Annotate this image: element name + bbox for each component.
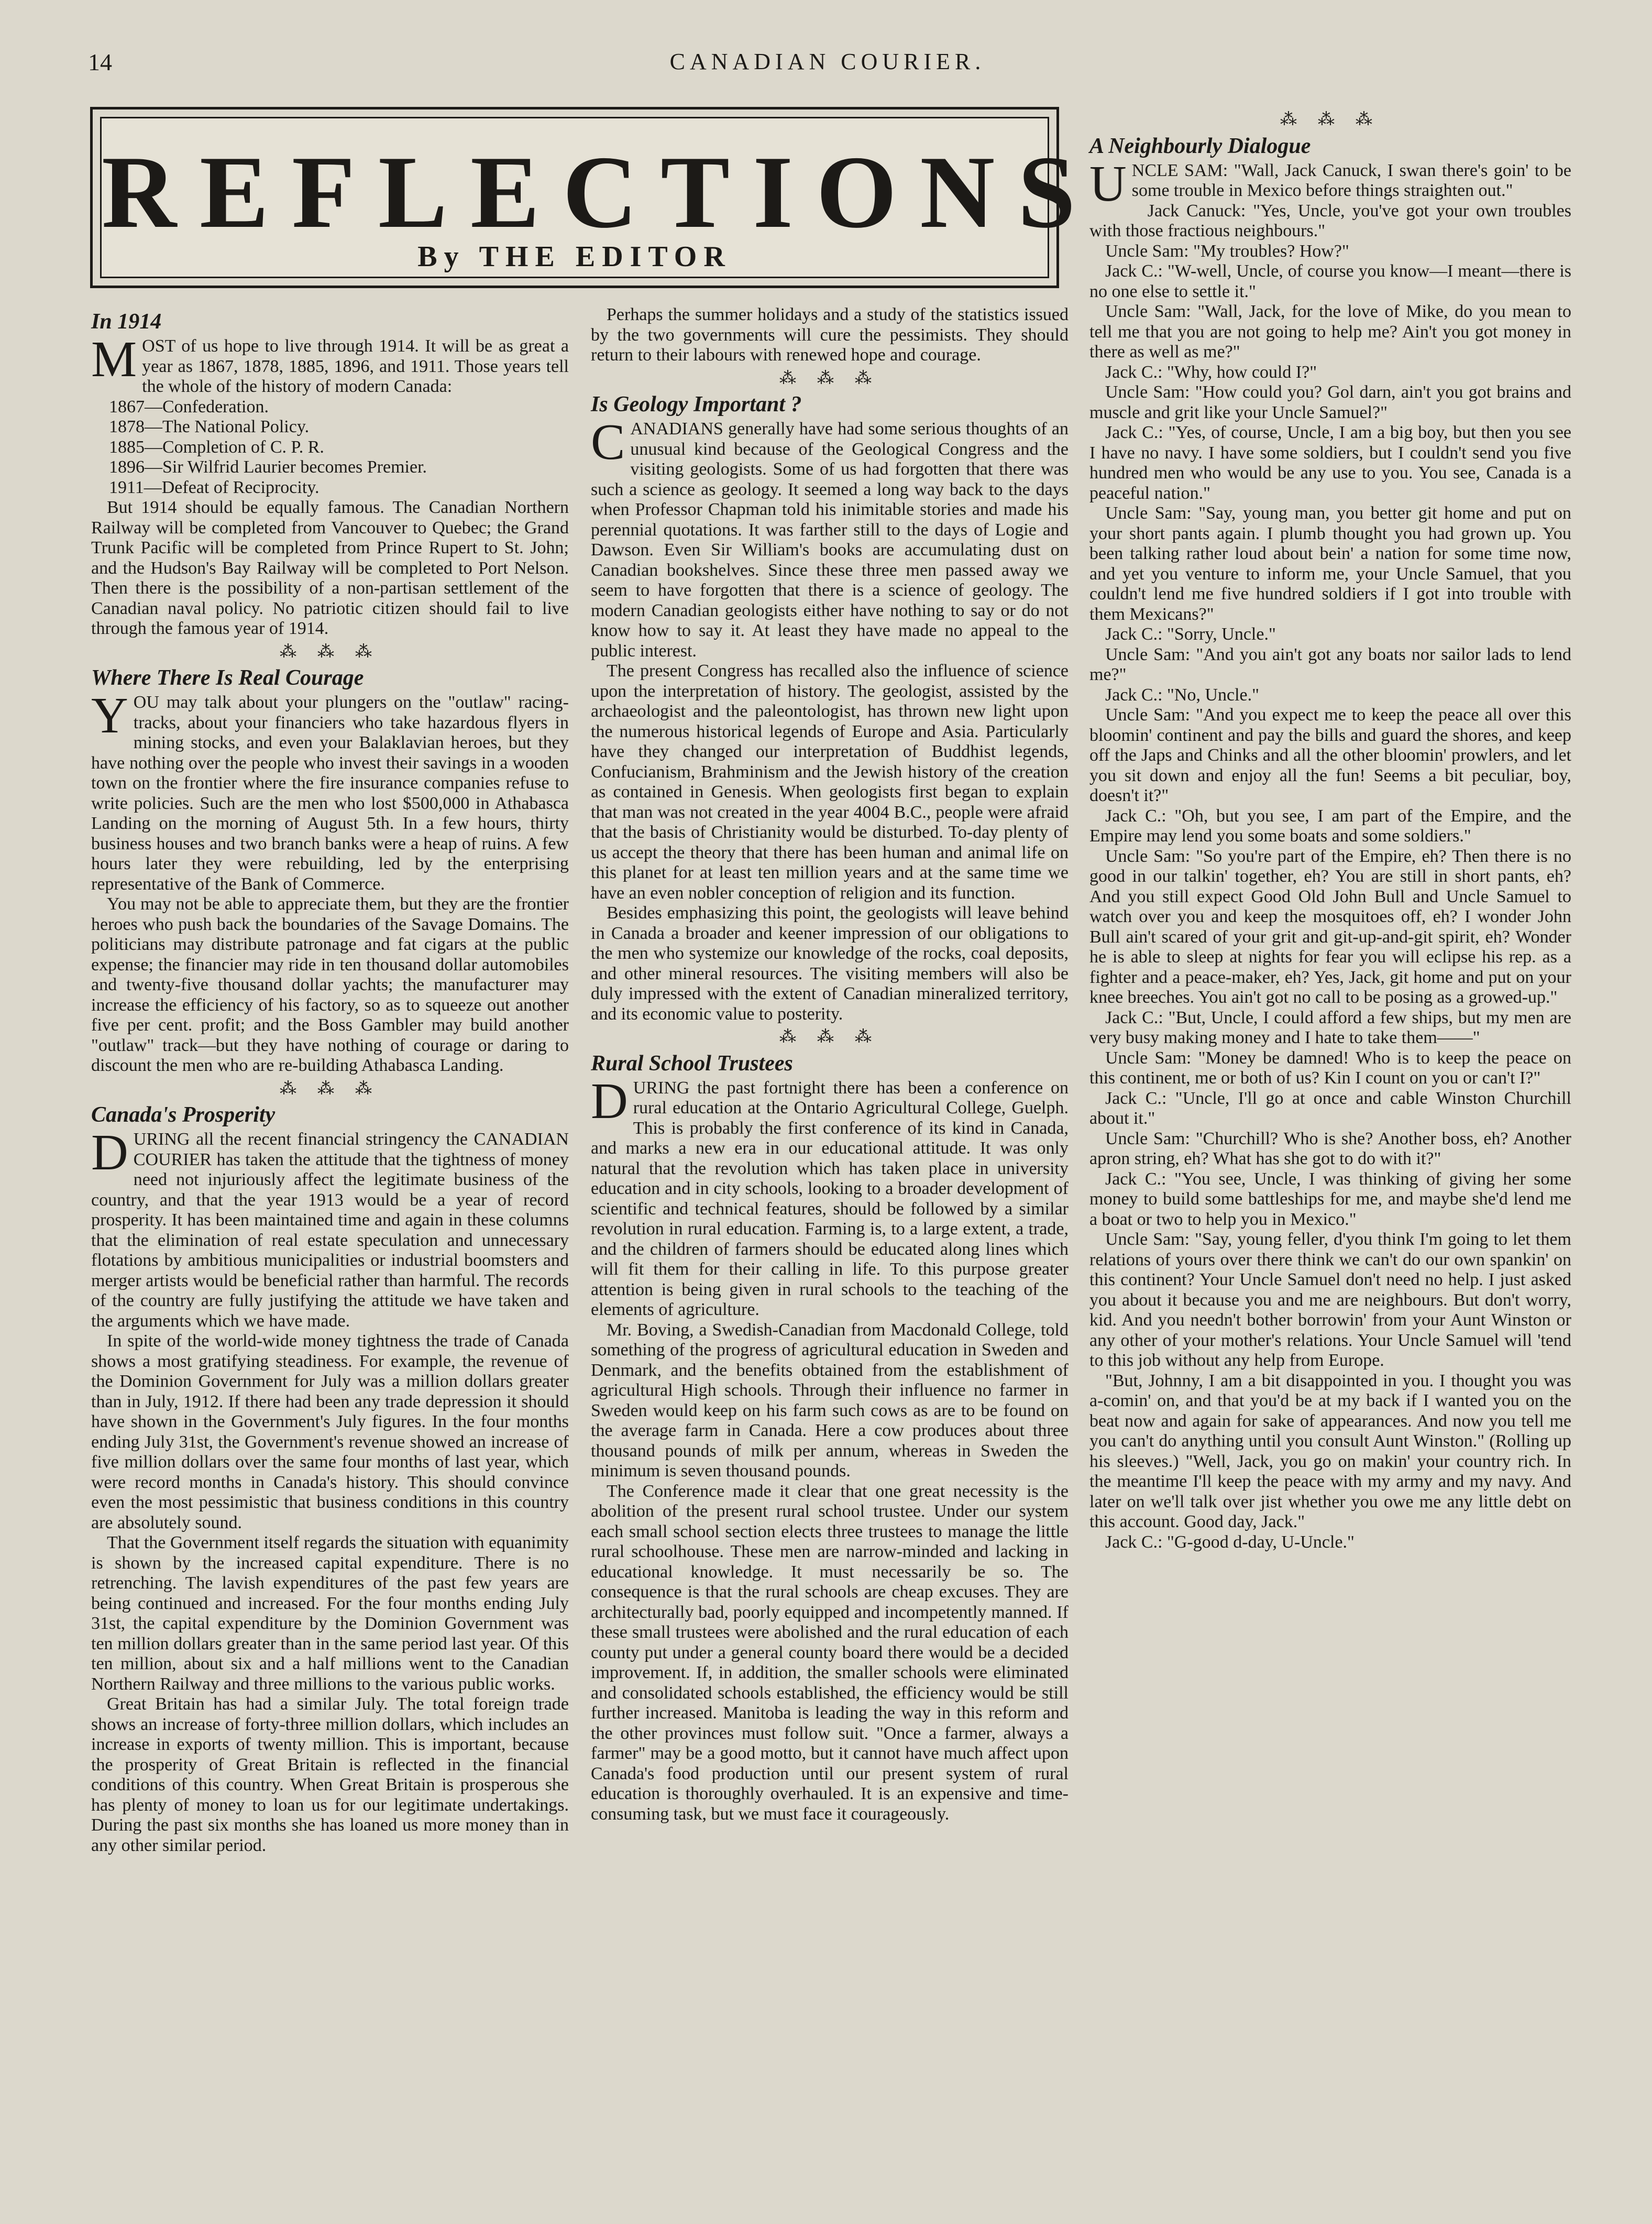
dialogue-line: Uncle Sam: "How could you? Gol darn, ain't you got brains and muscle and grit like your Uncle Samuel?" — [1089, 382, 1571, 422]
list-item: 1885—Completion of C. P. R. — [109, 437, 324, 457]
paragraph: The Conference made it clear that one great necessity is the abolition of the present rural school trustee. Under our system each small school section elects three trustees to manage the little rural schoolhouse. These men are narrow-minded and lacking in educational knowledge. It must necessarily be so. The consequence is that the rural schools are cheap excuses. They are architecturally bad, poorly equipped and incompetently manned. If these small trustees were abolished and the rural education of each county put under a general county board there would be a decided improvement. If, in addition, the smaller schools were eliminated and consolidated schools established, the efficiency would be still further increased. Manitoba is leading the way in this reform and the other provinces must follow suit. "Once a farmer, always a farmer" may be a good motto, but it cannot have much affect upon Canada's food production until our present system of rural education is thoroughly overhauled. It is an expensive and time-consuming task, but we must face it courageously. — [591, 1481, 1069, 1824]
heading-in-1914: In 1914 — [91, 310, 162, 334]
paragraph: MOST of us hope to live through 1914. It will be as great a year as 1867, 1878, 1885, 1896, and 1911. Those years tell the whole of the history of modern Canada: — [91, 331, 569, 396]
page-number: 14 — [88, 49, 112, 75]
dialogue-line: Jack C.: "But, Uncle, I could afford a few ships, but my men are very busy making money and I hate to take them——" — [1089, 1007, 1571, 1047]
dialogue-line: Jack C.: "You see, Uncle, I was thinking of giving her some money to build some battleships for me, and maybe she'd lend me a boat or two to help you in Mexico." — [1089, 1169, 1571, 1229]
heading-canadas-prosperity: Canada's Prosperity — [91, 1103, 276, 1127]
dialogue-line: UNCLE SAM: "Wall, Jack Canuck, I swan there's goin' to be some trouble in Mexico before things straighten out." — [1089, 155, 1571, 212]
dialogue-line: Uncle Sam: "And you expect me to keep the peace all over this bloomin' continent and pay the bills and guard the shores, and keep off the Japs and Chinks and all the other bloomin' prowlers, and let you sit down and enjoy all the fun! Seems a bit peculiar, boy, doesn't it?" — [1089, 705, 1571, 805]
list-item: 1911—Defeat of Reciprocity. — [109, 477, 320, 497]
drop-cap: U — [1089, 155, 1127, 212]
dialogue-line: Jack C.: "Why, how could I?" — [1105, 362, 1317, 382]
heading-rural-school-trustees: Rural School Trustees — [591, 1051, 793, 1076]
banner-byline: By THE EDITOR — [417, 240, 732, 273]
paragraph: CANADIANS generally have had some serious thoughts of an unusual kind because of the Geological Congress and the visiting geologists. Some of us had forgotten that there was such a science as geology. It seemed a long way back to the days when Professor Chapman told his inimitable stories and made his perennial quotations. It was farther still to the days of Logie and Dawson. Even Sir William's books are accumulating dust on Canadian bookshelves. Since these three men passed away we seem to have forgotten that there is a science of geology. The modern Canadian geologists either have nothing to say or do not know how to say it. At least they have made no appeal to the public interest. — [591, 414, 1069, 661]
heading-neighbourly-dialogue: A Neighbourly Dialogue — [1089, 134, 1311, 158]
list-item: 1867—Confederation. — [109, 397, 269, 417]
paragraph: Great Britain has had a similar July. The total foreign trade shows an increase of forty-three million dollars, which includes an increase in exports of twenty million. This is important, because the prosperity of Great Britain is reflected in the financial conditions of this country. When Great Britain is prosperous she has plenty of money to loan us for our legitimate undertakings. During the past six months she has loaned us more money than in any other similar period. — [91, 1694, 569, 1855]
paragraph: But 1914 should be equally famous. The Canadian Northern Railway will be completed from Vancouver to Quebec; the Grand Trunk Pacific will be completed from Prince Rupert to St. John; and the Hudson's Bay Railway will be completed to Port Nelson. Then there is the possibility of a non-partisan settlement of the Canadian naval policy. No patriotic citizen should fail to live through the famous year of 1914. — [91, 498, 569, 638]
drop-cap: C — [591, 414, 625, 470]
dialogue-line: Uncle Sam: "So you're part of the Empire, eh? Then there is no good in our talkin' together, eh? You are still in short pants, eh? And you still expect Good Old John Bull and Uncle Samuel to watch over you and keep the mosquitoes off, eh? I wonder John Bull ain't scared of your grit and git-up-and-git spirit, eh? Wonder he is able to sleep at nights for fear you will eclipse his rep. as a fighter and a peace-maker, eh? Yes, Jack, git home and put on your knee breeches. You ain't got no call to be posing as a growed-up." — [1089, 846, 1571, 1007]
drop-cap: D — [91, 1124, 128, 1181]
drop-cap: D — [591, 1072, 628, 1130]
list-item: 1896—Sir Wilfrid Laurier becomes Premier. — [109, 457, 427, 477]
dialogue-line: Uncle Sam: "My troubles? How?" — [1105, 241, 1349, 261]
dialogue-line: Jack C.: "Sorry, Uncle." — [1105, 625, 1276, 644]
paragraph: YOU may talk about your plungers on the "outlaw" racing-tracks, about your financiers who take hazardous flyers in mining stocks, and even your Balaklavian heroes, but they have nothing over the people who invest their savings in a wooden town on the frontier where the fire insurance companies refuse to write policies. Such are the men who lost $500,000 in Athabasca Landing on the morning of August 5th. In a few hours, thirty business houses and two branch banks were a heap of ruins. A few hours later they were rebuilding, led by the enterprising representative of the Bank of Commerce. — [91, 687, 569, 894]
paragraph: Perhaps the summer holidays and a study of the statistics issued by the two governments will cure the pessimists. They should return to their labours with renewed hope and courage. — [591, 305, 1069, 365]
list-item: 1878—The National Policy. — [109, 417, 310, 436]
drop-cap: Y — [91, 687, 128, 744]
column-1 — [91, 305, 569, 1856]
ornament-divider: ⁂ ⁂ ⁂ — [779, 1027, 880, 1046]
paragraph: In spite of the world-wide money tightness the trade of Canada shows a most gratifying steadiness. For example, the revenue of the Dominion Government for July was a million dollars greater than in July, 1912. If there had been any trade depression it should have shown in the Government's July figures. In the four months ending July 31st, the Government's revenue showed an increase of five million dollars over the same four months of last year, which were record months in Canada's history. This should convince even the most pessimistic that business conditions in this country are absolutely sound. — [91, 1331, 569, 1532]
dialogue-line: Jack C.: "Oh, but you see, I am part of the Empire, and the Empire may lend you some boats and some soldiers." — [1089, 806, 1571, 846]
ornament-divider: ⁂ ⁂ ⁂ — [779, 368, 880, 387]
dialogue-line: Jack C.: "Uncle, I'll go at once and cable Winston Churchill about it." — [1089, 1088, 1571, 1128]
dialogue-line: Uncle Sam: "Say, young feller, d'you think I'm going to let them relations of yours over there think we can't do our own spankin' on this continent? Your Uncle Samuel don't need no help. I just asked you about it because you and me are neighbours. But don't worry, kid. And you needn't bother borrowin' from your Aunt Winston or any other of your mother's relations. Your Uncle Samuel will 'tend to this job without any help from Europe. — [1089, 1230, 1571, 1370]
dialogue-line: Uncle Sam: "Wall, Jack, for the love of Mike, do you mean to tell me that you are not going to help me? Ain't you got money in there as well as me?" — [1089, 302, 1571, 361]
ornament-divider: ⁂ ⁂ ⁂ — [280, 1078, 380, 1098]
paragraph: Besides emphasizing this point, the geologists will leave behind in Canada a broader and keener impression of our obligations to the men who systemize our knowledge of the rocks, coal deposits, and other mineral resources. The visiting members will also be duly impressed with the extent of Canadian mineralized territory, and its economic value to posterity. — [591, 903, 1069, 1024]
dialogue-line: Uncle Sam: "Say, young man, you better git home and put on your short pants again. I plumb thought you had grown up. You been talking rather loud about bein' a nation for some time now, and yet you venture to inform me, your Uncle Samuel, that you couldn't lend me five hundred soldiers if I got into trouble with them Mexicans?" — [1089, 503, 1571, 624]
dialogue-line: Jack C.: "No, Uncle." — [1105, 685, 1260, 705]
paragraph: Mr. Boving, a Swedish-Canadian from Macdonald College, told something of the progress of agricultural education in Sweden and Denmark, and the benefits obtained from the establishment of agricultural High schools. Through their influence no farmer in Sweden would keep on his farm such cows as are to be found on the average farm in Canada. Here a cow produces about three thousand pounds of milk per annum, whereas in Sweden the minimum is seven thousand pounds. — [591, 1320, 1069, 1481]
dialogue-line: Uncle Sam: "Churchill? Who is she? Another boss, eh? Another apron string, eh? What has she got to do with it?" — [1089, 1129, 1571, 1168]
paragraph: That the Government itself regards the situation with equanimity is shown by the increased capital expenditure. There is no retrenching. The lavish expenditures of the past few years are being continued and increased. For the four months ending July 31st, the capital expenditure by the Dominion Government was ten million dollars greater than in the same period last year. Of this ten million, about six and a half millions went to the Canadian Northern Railway and three millions to the various public works. — [91, 1533, 569, 1694]
running-head: CANADIAN COURIER. — [669, 49, 986, 74]
dialogue-line: Jack Canuck: "Yes, Uncle, you've got your own troubles with those fractious neighbours." — [1089, 201, 1571, 240]
column-2 — [591, 305, 1069, 1824]
dialogue-line: Jack C.: "G-good d-day, U-Uncle." — [1105, 1532, 1354, 1552]
ornament-divider: ⁂ ⁂ ⁂ — [1280, 109, 1381, 128]
paragraph: You may not be able to appreciate them, but they are the frontier heroes who push back the boundaries of the Savage Domains. The politicians may distribute patronage and fat cigars at the public expense; the financier may ride in ten thousand dollar automobiles and twenty-five thousand dollar yachts; the manufacturer may increase the efficiency of his factory, so as to squeeze out another five per cent. profit; and the Boss Gambler may build another "outlaw" track—but they have nothing of courage or daring to discount the men who are re-building Athabasca Landing. — [91, 894, 569, 1075]
column-3 — [1089, 107, 1571, 1552]
dialogue-line: Jack C.: "Yes, of course, Uncle, I am a big boy, but then you see I have no navy. I have some soldiers, but I couldn't send you five hundred men who would be any use to you. You see, Canada is a peaceful nation." — [1089, 423, 1571, 503]
ornament-divider: ⁂ ⁂ ⁂ — [280, 641, 380, 661]
heading-real-courage: Where There Is Real Courage — [91, 666, 364, 690]
heading-is-geology-important: Is Geology Important ? — [591, 392, 802, 417]
dialogue-line: Uncle Sam: "And you ain't got any boats nor sailor lads to lend me?" — [1089, 644, 1571, 684]
paragraph: The present Congress has recalled also the influence of science upon the interpretation of history. The geologist, assisted by the archaeologist and the paleontologist, has thrown new light upon the numerous historical legends of Europe and Asia. Particularly have they changed our interpretation of Buddhist legends, Confucianism, Brahminism and the Jewish history of the creation as contained in Genesis. When geologists first began to explain that man was not created in the year 4004 B.C., people were afraid that the basis of Christianity would be disturbed. To-day plenty of us accept the theory that there has been human and animal life on this planet for at least ten million years and at the same time we have an even nobler conception of religion and its function. — [591, 661, 1069, 903]
drop-cap: M — [91, 331, 137, 388]
paragraph: DURING all the recent financial stringency the CANADIAN COURIER has taken the attitude that the tightness of money need not injuriously affect the legitimate business of the country, and that the year 1913 would be a year of record prosperity. It has been maintained time and again in these columns that the elimination of real estate speculation and unnecessary flotations by ambitious municipalities or industrial boomsters and merger artists would be beneficial rather than harmful. The records of the country are fully justifying the attitude we have taken and the arguments which we have made. — [91, 1124, 569, 1331]
banner-inner-frame — [100, 117, 1099, 278]
dialogue-line: Uncle Sam: "Money be damned! Who is to keep the peace on this continent, me or both of us? Kin I count on you or can't I?" — [1089, 1048, 1571, 1088]
dialogue-line: Jack C.: "W-well, Uncle, of course you know—I meant—there is no one else to settle it." — [1089, 261, 1571, 301]
paragraph: DURING the past fortnight there has been a conference on rural education at the Ontario Agricultural College, Guelph. This is probably the first conference of its kind in Canada, and marks a new era in our educational attitude. It was only natural that the revolution which has taken place in university education and in city schools, looking to a broader development of scientific and technical features, should be followed by a similar revolution in rural education. Farming is, to a large extent, a trade, and the children of farmers should be educated along lines which will fit them for their calling in life. To this purpose greater attention is being given in rural schools to the teaching of the elements of agriculture. — [591, 1072, 1069, 1319]
banner — [90, 107, 1099, 288]
banner-title: REFLECTIONS — [102, 135, 1099, 249]
dialogue-line: "But, Johnny, I am a bit disappointed in you. I thought you was a-comin' on, and that you'd be at my back if I wanted you on the beat now and again for sake of appearances. And now you tell me you can't do anything until you consult Aunt Winston." (Rolling up his sleeves.) "Well, Jack, you go on makin' your country rich. In the meantime I'll keep the peace with my army and my navy. And later on we'll talk over jist whether you owe me any little debt on this account. Good day, Jack." — [1089, 1371, 1571, 1531]
